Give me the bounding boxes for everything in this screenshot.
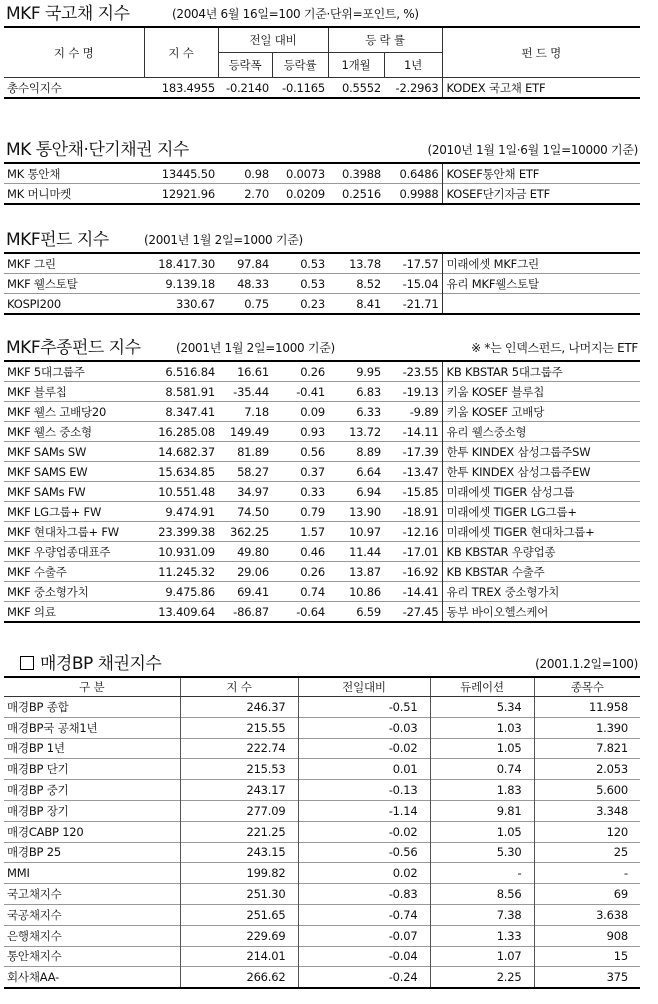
change-rate: 0.09: [272, 402, 328, 422]
category: 매경BP 종합: [4, 697, 180, 718]
category: 회사채AA-: [4, 967, 180, 988]
issue-count: 3.638: [534, 904, 640, 925]
table-row: [4, 821, 640, 842]
category: 매경BP 1년: [4, 738, 180, 759]
header-change-amount: 등락폭: [218, 53, 272, 78]
table-row: [4, 738, 640, 759]
change-amount: 29.06: [218, 562, 272, 582]
header-change-rate: 등락률: [272, 53, 328, 78]
index-value: 183.4955: [144, 78, 218, 99]
change-amount: 49.80: [218, 542, 272, 562]
table-row: [4, 274, 640, 294]
table-row: [4, 502, 640, 522]
fund-name: 키움 KOSEF 고배당: [442, 402, 640, 422]
index-value: 11.245.32: [144, 562, 218, 582]
rate-1year: -13.47: [384, 462, 442, 482]
rate-1month: 0.5552: [328, 78, 384, 99]
header-1month: 1개월: [328, 53, 384, 78]
index-name: MKF 그린: [4, 253, 144, 274]
change-rate: -0.64: [272, 602, 328, 623]
treasury-table: [4, 26, 640, 99]
fund-name: 미래에셋 TIGER LG그룹+: [442, 502, 640, 522]
section-title-text: 매경BP 채권지수: [40, 654, 162, 674]
fund-name: KB KBSTAR 수출주: [442, 562, 640, 582]
rate-1year: -12.16: [384, 522, 442, 542]
table-row: [4, 422, 640, 442]
header-index: 지 수: [180, 677, 298, 697]
duration: 8.56: [430, 884, 534, 905]
fund-name: KOSEF통안채 ETF: [442, 163, 640, 184]
header-issue-count: 종목수: [534, 677, 640, 697]
msb-table: [4, 162, 640, 205]
change-amount: -0.2140: [218, 78, 272, 99]
duration: 1.05: [430, 821, 534, 842]
table-row: [4, 967, 640, 988]
change-rate: 0.93: [272, 422, 328, 442]
category: 매경BP 단기: [4, 759, 180, 780]
table-row: [4, 780, 640, 801]
index-value: 15.634.85: [144, 462, 218, 482]
day-change: -0.07: [298, 925, 430, 946]
rate-1month: 8.52: [328, 274, 384, 294]
rate-1year: -15.85: [384, 482, 442, 502]
fund-name: 키움 KOSEF 블루칩: [442, 382, 640, 402]
table-row: [4, 946, 640, 967]
rate-1year: -17.01: [384, 542, 442, 562]
index-name: KOSPI200: [4, 294, 144, 315]
rate-1month: 9.95: [328, 361, 384, 382]
table-row: [4, 904, 640, 925]
issue-count: 5.600: [534, 780, 640, 801]
table-row: [4, 482, 640, 502]
day-change: -0.24: [298, 967, 430, 988]
header-day-change: 전일대비: [298, 677, 430, 697]
index-name: MKF 블루칩: [4, 382, 144, 402]
table-row: [4, 759, 640, 780]
section-note: (2001년 1월 2일=1000 기준): [144, 233, 303, 247]
change-amount: 16.61: [218, 361, 272, 382]
rate-1month: 10.97: [328, 522, 384, 542]
change-amount: 0.75: [218, 294, 272, 315]
rate-1year: -19.13: [384, 382, 442, 402]
rate-1year: 0.6486: [384, 163, 442, 184]
section-note: (2004년 6월 16일=100 기준·단위=포인트, %): [172, 7, 419, 21]
header-category: 구 분: [4, 677, 180, 697]
table-row: [4, 602, 640, 623]
index-name: MKF LG그룹+ FW: [4, 502, 144, 522]
issue-count: 1.390: [534, 717, 640, 738]
duration: 1.07: [430, 946, 534, 967]
header-day-change: 전일 대비: [218, 27, 328, 53]
fund-name: [442, 294, 640, 315]
header-rate: 등 락 률: [328, 27, 442, 53]
index-name: MK 머니마켓: [4, 184, 144, 205]
index-name: 총수익지수: [4, 78, 144, 99]
day-change: -0.56: [298, 842, 430, 863]
index-name: MKF 웰스 중소형: [4, 422, 144, 442]
table-row: [4, 522, 640, 542]
rate-1month: 13.72: [328, 422, 384, 442]
tracking-table: [4, 360, 640, 623]
change-rate: 0.79: [272, 502, 328, 522]
rate-1year: -23.55: [384, 361, 442, 382]
category: 매경BP 장기: [4, 800, 180, 821]
checkbox-square-icon: [20, 656, 34, 670]
section-note: (2001년 1월 2일=1000 기준): [176, 341, 335, 355]
index-value: 222.74: [180, 738, 298, 759]
change-rate: 0.0209: [272, 184, 328, 205]
fund-name: KODEX 국고채 ETF: [442, 78, 640, 99]
table-row: [4, 462, 640, 482]
issue-count: 908: [534, 925, 640, 946]
index-name: MK 통안채: [4, 163, 144, 184]
section-title: MKF 국고채 지수: [6, 4, 130, 24]
issue-count: 375: [534, 967, 640, 988]
rate-1month: 6.33: [328, 402, 384, 422]
duration: 5.30: [430, 842, 534, 863]
rate-1year: 0.9988: [384, 184, 442, 205]
fund-name: 한투 KINDEX 삼성그룹주SW: [442, 442, 640, 462]
category: 매경BP 25: [4, 842, 180, 863]
issue-count: 69: [534, 884, 640, 905]
change-amount: 34.97: [218, 482, 272, 502]
index-value: 221.25: [180, 821, 298, 842]
table-row: [4, 717, 640, 738]
index-value: 13445.50: [144, 163, 218, 184]
fund-name: 유리 웰스중소형: [442, 422, 640, 442]
section-mkf-treasury: [4, 0, 640, 99]
index-name: MKF 웰스 고배당20: [4, 402, 144, 422]
day-change: -0.02: [298, 821, 430, 842]
day-change: -0.83: [298, 884, 430, 905]
table-row: [4, 863, 640, 884]
fund-name: 미래에셋 TIGER 현대차그룹+: [442, 522, 640, 542]
change-rate: 0.53: [272, 274, 328, 294]
index-value: 9.474.91: [144, 502, 218, 522]
duration: -: [430, 863, 534, 884]
table-row: [4, 800, 640, 821]
index-name: MKF 의료: [4, 602, 144, 623]
section-footnote: ※ *는 인덱스펀드, 나머지는 ETF: [471, 341, 638, 355]
section-mkf-tracking: [4, 334, 640, 623]
section-title: MKF추종펀드 지수: [6, 338, 141, 358]
header-duration: 듀레이션: [430, 677, 534, 697]
duration: 1.83: [430, 780, 534, 801]
issue-count: 25: [534, 842, 640, 863]
duration: 2.25: [430, 967, 534, 988]
change-amount: 97.84: [218, 253, 272, 274]
rate-1month: 6.59: [328, 602, 384, 623]
rate-1month: 6.83: [328, 382, 384, 402]
change-amount: 69.41: [218, 582, 272, 602]
change-rate: -0.1165: [272, 78, 328, 99]
section-title: MK 통안채·단기채권 지수: [6, 140, 189, 160]
table-row: [4, 253, 640, 274]
index-value: 16.285.08: [144, 422, 218, 442]
rate-1month: 6.94: [328, 482, 384, 502]
change-rate: 0.56: [272, 442, 328, 462]
change-amount: 58.27: [218, 462, 272, 482]
fund-name: KOSEF단기자금 ETF: [442, 184, 640, 205]
change-rate: 1.57: [272, 522, 328, 542]
index-name: MKF 우량업종대표주: [4, 542, 144, 562]
index-name: MKF 중소형가치: [4, 582, 144, 602]
change-amount: -35.44: [218, 382, 272, 402]
change-rate: 0.26: [272, 562, 328, 582]
index-value: 9.475.86: [144, 582, 218, 602]
change-rate: 0.33: [272, 482, 328, 502]
rate-1month: 0.3988: [328, 163, 384, 184]
category: 매경CABP 120: [4, 821, 180, 842]
issue-count: 3.348: [534, 800, 640, 821]
rate-1year: -27.45: [384, 602, 442, 623]
index-value: 10.931.09: [144, 542, 218, 562]
change-rate: 0.0073: [272, 163, 328, 184]
fund-name: 유리 MKF웰스토탈: [442, 274, 640, 294]
index-value: 13.409.64: [144, 602, 218, 623]
category: 매경BP국 공채1년: [4, 717, 180, 738]
category: 통안채지수: [4, 946, 180, 967]
index-value: 266.62: [180, 967, 298, 988]
index-value: 243.17: [180, 780, 298, 801]
duration: 1.03: [430, 717, 534, 738]
duration: 5.34: [430, 697, 534, 718]
table-row: [4, 884, 640, 905]
rate-1month: 11.44: [328, 542, 384, 562]
change-amount: 2.70: [218, 184, 272, 205]
table-row: [4, 582, 640, 602]
section-title: MKF펀드 지수: [6, 230, 109, 250]
table-row: [4, 184, 640, 205]
day-change: -0.03: [298, 717, 430, 738]
day-change: -1.14: [298, 800, 430, 821]
change-rate: 0.26: [272, 361, 328, 382]
index-name: MKF SAMs FW: [4, 482, 144, 502]
fund-table: [4, 252, 640, 315]
rate-1year: -17.57: [384, 253, 442, 274]
day-change: -0.51: [298, 697, 430, 718]
index-name: MKF 5대그룹주: [4, 361, 144, 382]
index-value: 246.37: [180, 697, 298, 718]
day-change: -0.13: [298, 780, 430, 801]
change-amount: 7.18: [218, 402, 272, 422]
duration: 1.05: [430, 738, 534, 759]
rate-1year: -14.11: [384, 422, 442, 442]
change-amount: 48.33: [218, 274, 272, 294]
issue-count: -: [534, 863, 640, 884]
table-row: [4, 842, 640, 863]
duration: 1.33: [430, 925, 534, 946]
rate-1month: 13.87: [328, 562, 384, 582]
rate-1month: 6.64: [328, 462, 384, 482]
table-row: [4, 78, 640, 99]
table-row: [4, 542, 640, 562]
rate-1year: -21.71: [384, 294, 442, 315]
rate-1month: 13.78: [328, 253, 384, 274]
section-note: (2001.1.2일=100): [535, 657, 638, 671]
table-row: [4, 697, 640, 718]
index-value: 251.65: [180, 904, 298, 925]
change-amount: 0.98: [218, 163, 272, 184]
header-fund-name: 펀 드 명: [442, 27, 640, 78]
fund-name: KB KBSTAR 우량업종: [442, 542, 640, 562]
change-amount: 149.49: [218, 422, 272, 442]
category: 은행채지수: [4, 925, 180, 946]
table-row: [4, 562, 640, 582]
category: MMI: [4, 863, 180, 884]
rate-1month: 8.41: [328, 294, 384, 315]
index-value: 12921.96: [144, 184, 218, 205]
change-rate: -0.41: [272, 382, 328, 402]
index-value: 14.682.37: [144, 442, 218, 462]
change-amount: 362.25: [218, 522, 272, 542]
change-rate: 0.23: [272, 294, 328, 315]
change-amount: 81.89: [218, 442, 272, 462]
rate-1year: -9.89: [384, 402, 442, 422]
rate-1month: 10.86: [328, 582, 384, 602]
index-value: 23.399.38: [144, 522, 218, 542]
section-note: (2010년 1월 1일·6월 1일=10000 기준): [427, 143, 638, 157]
rate-1month: 13.90: [328, 502, 384, 522]
index-value: 9.139.18: [144, 274, 218, 294]
duration: 0.74: [430, 759, 534, 780]
issue-count: 7.821: [534, 738, 640, 759]
duration: 9.81: [430, 800, 534, 821]
rate-1month: 8.89: [328, 442, 384, 462]
fund-name: 유리 TREX 중소형가치: [442, 582, 640, 602]
change-rate: 0.74: [272, 582, 328, 602]
day-change: 0.01: [298, 759, 430, 780]
fund-name: 미래에셋 TIGER 삼성그룹: [442, 482, 640, 502]
index-value: 214.01: [180, 946, 298, 967]
index-name: MKF SAMS EW: [4, 462, 144, 482]
bp-table: [4, 676, 640, 989]
day-change: -0.04: [298, 946, 430, 967]
category: 국공채지수: [4, 904, 180, 925]
change-amount: 74.50: [218, 502, 272, 522]
day-change: 0.02: [298, 863, 430, 884]
table-row: [4, 442, 640, 462]
issue-count: 2.053: [534, 759, 640, 780]
issue-count: 15: [534, 946, 640, 967]
index-value: 10.551.48: [144, 482, 218, 502]
index-value: 215.55: [180, 717, 298, 738]
issue-count: 11.958: [588, 699, 628, 714]
index-value: 251.30: [180, 884, 298, 905]
index-name: MKF 수출주: [4, 562, 144, 582]
rate-1year: -17.39: [384, 442, 442, 462]
index-value: 8.347.41: [144, 402, 218, 422]
fund-name: KB KBSTAR 5대그룹주: [442, 361, 640, 382]
index-name: MKF SAMs SW: [4, 442, 144, 462]
section-mk-msb: [4, 136, 640, 205]
day-change: -0.02: [298, 738, 430, 759]
rate-1month: 0.2516: [328, 184, 384, 205]
header-1year: 1년: [384, 53, 442, 78]
fund-name: 한투 KINDEX 삼성그룹주EW: [442, 462, 640, 482]
index-value: 243.15: [180, 842, 298, 863]
fund-name: 동부 바이오헬스케어: [442, 602, 640, 623]
rate-1year: -2.2963: [384, 78, 442, 99]
index-value: 215.53: [180, 759, 298, 780]
table-row: [4, 402, 640, 422]
table-row: [4, 925, 640, 946]
index-value: 229.69: [180, 925, 298, 946]
header-index: 지 수: [144, 27, 218, 78]
category: 국고채지수: [4, 884, 180, 905]
index-value: 6.516.84: [144, 361, 218, 382]
table-row: [4, 382, 640, 402]
issue-count: 120: [534, 821, 640, 842]
duration: 7.38: [430, 904, 534, 925]
index-value: 18.417.30: [144, 253, 218, 274]
category: 매경BP 중기: [4, 780, 180, 801]
change-amount: -86.87: [218, 602, 272, 623]
fund-name: 미래에셋 MKF그린: [442, 253, 640, 274]
section-title: [20, 649, 161, 674]
header-index-name: 지 수 명: [4, 27, 144, 78]
rate-1year: -14.41: [384, 582, 442, 602]
index-value: 8.581.91: [144, 382, 218, 402]
change-rate: 0.46: [272, 542, 328, 562]
section-mkf-fund: [4, 226, 640, 315]
section-bp-bond: [4, 650, 640, 989]
change-rate: 0.53: [272, 253, 328, 274]
table-row: [4, 361, 640, 382]
index-value: 330.67: [144, 294, 218, 315]
rate-1year: -16.92: [384, 562, 442, 582]
table-row: [4, 294, 640, 315]
table-row: [4, 163, 640, 184]
rate-1year: -15.04: [384, 274, 442, 294]
index-name: MKF 현대차그룹+ FW: [4, 522, 144, 542]
index-value: 277.09: [180, 800, 298, 821]
index-name: MKF 웰스토탈: [4, 274, 144, 294]
day-change: -0.74: [298, 904, 430, 925]
change-rate: 0.37: [272, 462, 328, 482]
index-value: 199.82: [180, 863, 298, 884]
rate-1year: -18.91: [384, 502, 442, 522]
